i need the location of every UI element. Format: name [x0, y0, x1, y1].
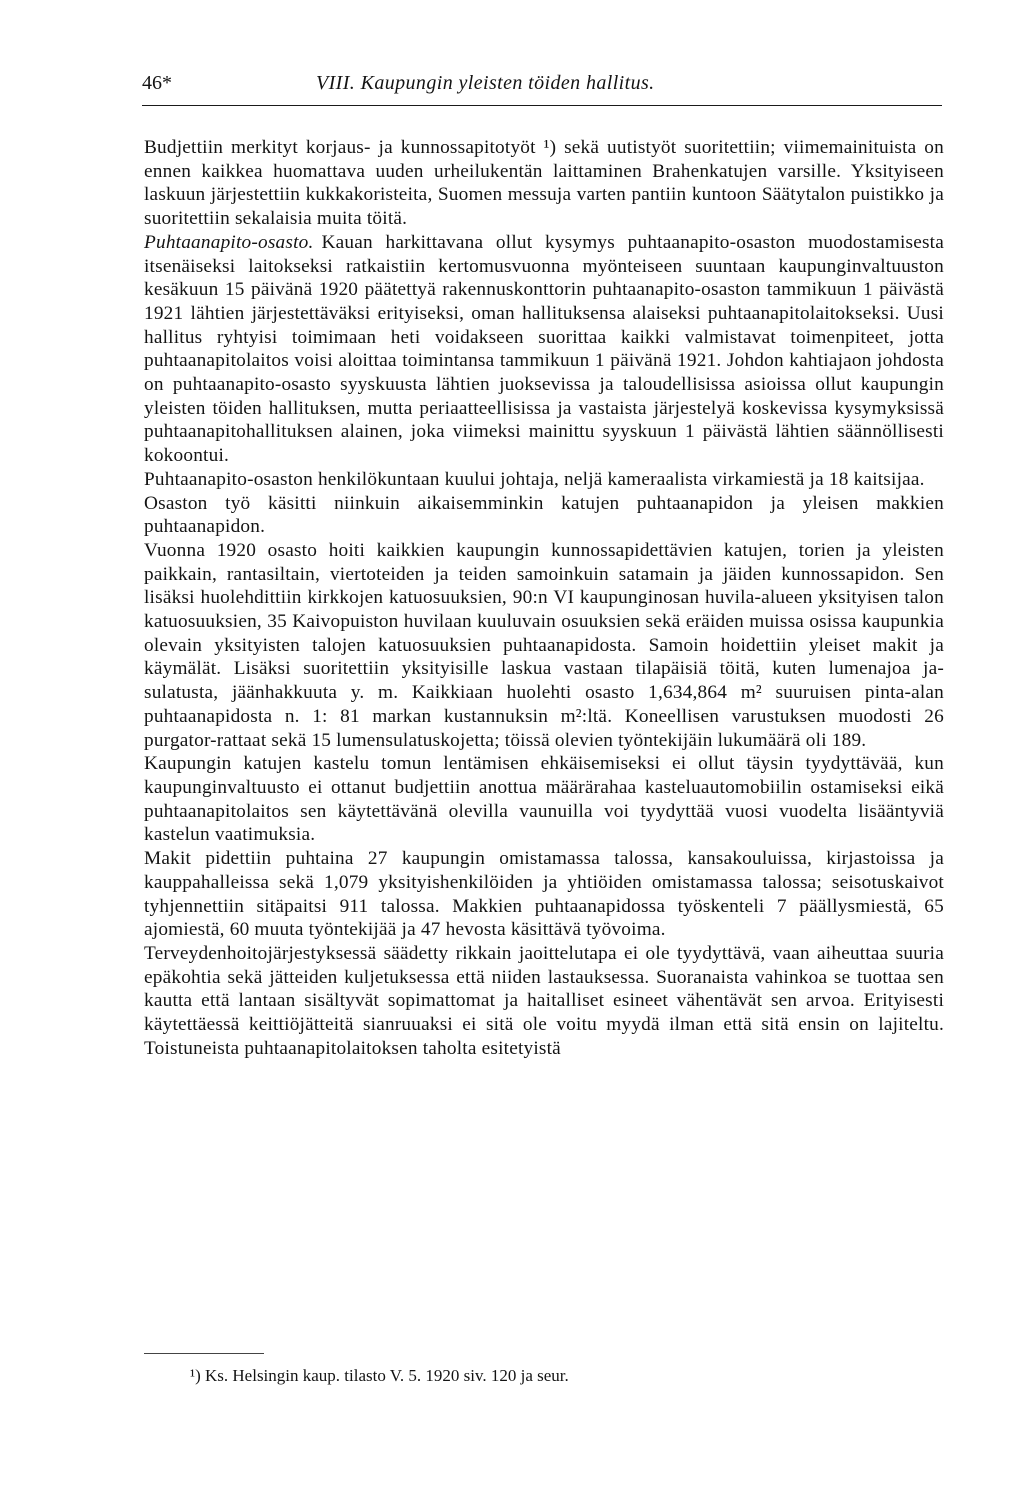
paragraph: Kaupungin katujen kastelu tomun lentämisen ehkäisemiseksi ei ollut täysin tyydyttävää, kun kaupunginvaltuusto ei ottanut budjettiin anottua määrärahaa kasteluautomobiilin ostamiseksi eikä puhtaanapitolaitos sen käytettävänä olevilla vaunuilla voi tyydyttää vuosi vuodelta lisääntyviä kastelun vaatimuksia. — [144, 753, 944, 846]
paragraph: Budjettiin merkityt korjaus- ja kunnossapitotyöt ¹) sekä uutistyöt suoritettiin; viimemainituista on ennen kaikkea huomattava uuden urheilukentän laittaminen Brahenkatujen varsille. Yksityiseen laskuun järjestettiin kukkakoristeita, Suomen messuja varten pantiin kuntoon Säätytalon puistikko ja suoritettiin sekalaisia muita töitä. — [144, 137, 944, 230]
paragraph — [144, 231, 944, 468]
header-rule — [142, 105, 942, 106]
section-heading: Puhtaanapito-osasto. — [144, 231, 314, 253]
page-header — [142, 72, 942, 102]
footnote-rule — [144, 1353, 264, 1354]
paragraph: Osaston työ käsitti niinkuin aikaisemminkin katujen puhtaanapidon ja yleisen makkien puhtaanapidon. — [144, 492, 944, 538]
paragraph: Vuonna 1920 osasto hoiti kaikkien kaupungin kunnossapidettävien katujen, torien ja yleisten paikkain, rantasiltain, viertoteiden ja teiden samoinkuin satamain ja jäiden kunnossapidon. Sen lisäksi huolehdittiin kirkkojen katuosuuksien, 90:n VI kaupunginosan huvila-alueen yksityisen talon katuosuuksien, 35 Kaivopuiston huvilaan kuuluvain osuuksien sekä eräiden muissa osissa kaupunkia olevain yksityisten talojen katuosuuksien puhtaanapidosta. Samoin hoidettiin yleiset makit ja käymälät. Lisäksi suoritettiin yksityisille laskua vastaan tilapäisiä töitä, kuten lumenajoa ja- sulatusta, jäänhakkuuta y. m. Kaikkiaan huolehti osasto 1,634,864 m² suuruisen pinta-alan puhtaanapidosta n. 1: 81 markan kustannuksin m²:ltä. Koneellisen varustuksen muodosti 26 purgator-rattaat sekä 15 lumensulatuskojetta; töissä olevien työntekijäin lukumäärä oli 189. — [144, 539, 944, 751]
footnote: ¹) Ks. Helsingin kaup. tilasto V. 5. 1920 siv. 120 ja seur. — [190, 1366, 569, 1385]
page-number: 46* — [142, 72, 172, 94]
paragraph-text: Kauan harkittavana ollut kysymys puhtaanapito-osaston muodostamisesta itsenäiseksi laitokseksi ratkaistiin kertomusvuonna myönteiseen suuntaan kaupunginvaltuuston kesäkuun 15 päivänä 1920 päätettyä rakennuskonttorin puhtaanapito-osaston tammikuun 1 päivästä 1921 lähtien järjestettäväksi erityiseksi, oman hallituksensa alaiseksi puhtaanapitolaitokseksi. Uusi hallitus ryhtyisi toimimaan heti voidakseen suorittaa kaikki valmistavat toimenpiteet, jotta puhtaanapitolaitos voisi aloittaa toimintansa tammikuun 1 päivänä 1921. Johdon kahtiajaon johdosta on puhtaanapito-osasto syyskuusta lähtien juoksevissa ja taloudellisissa asioissa ollut kaupungin yleisten töiden hallituksen, mutta periaatteellisissa ja vastaista järjestelyä koskevissa kysymyksissä puhtaanapitohallituksen alainen, joka viimeksi mainittu syyskuun 1 päivästä lähtien säännöllisesti kokoontui. — [144, 231, 944, 467]
body-text — [144, 136, 944, 1060]
running-title: VIII. Kaupungin yleisten töiden hallitus. — [316, 72, 655, 94]
paragraph: Terveydenhoitojärjestyksessä säädetty rikkain jaoittelutapa ei ole tyydyttävä, vaan aiheuttaa suuria epäkohtia sekä jätteiden kuljetuksessa että niiden lastauksessa. Suoranaista vahinkoa se tuottaa sen kautta että lantaan sisältyvät sopimattomat ja haitalliset esineet vähentävät sen arvoa. Erityisesti käytettäessä keittiöjätteitä sianruuaksi ei sitä ole voitu myydä ilman että sitä ensin on lajiteltu. Toistuneista puhtaanapitolaitoksen taholta esitetyistä — [144, 942, 944, 1059]
paragraph: Makit pidettiin puhtaina 27 kaupungin omistamassa talossa, kansakouluissa, kirjastoissa ja kauppahalleissa sekä 1,079 yksityishenkilöiden ja yhtiöiden omistamassa talossa; seisotuskaivot tyhjennettiin sitäpaitsi 911 talossa. Makkien puhtaanapidossa työskenteli 7 päällysmiestä, 65 ajomiestä, 60 muuta työntekijää ja 47 hevosta käsittävä työvoima. — [144, 848, 944, 941]
paragraph: Puhtaanapito-osaston henkilökuntaan kuului johtaja, neljä kameraalista virkamiestä ja 18 kaitsijaa. — [144, 468, 925, 490]
